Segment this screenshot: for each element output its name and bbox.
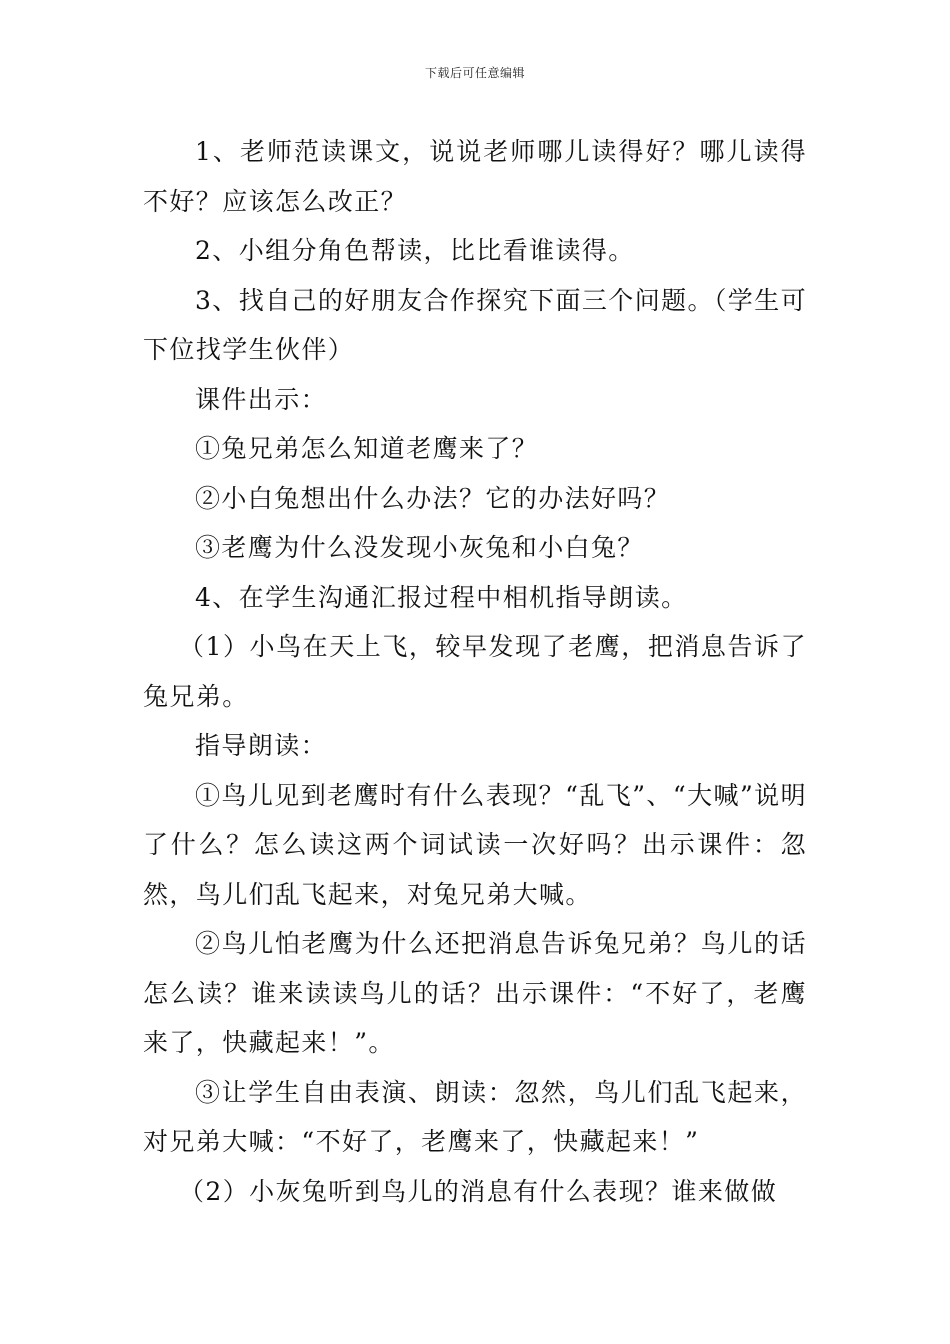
paragraph-sub-1: （1）小鸟在天上飞，较早发现了老鹰，把消息告诉了兔兄弟。 [143, 632, 807, 711]
paragraph-question-2: ②小白兔想出什么办法？它的办法好吗？ [195, 483, 671, 513]
paragraph-sub-2: （2）小灰兔听到鸟儿的消息有什么表现？谁来做做 [179, 1176, 778, 1206]
paragraph-step-1: 1、老师范读课文，说说老师哪儿读得好？哪儿读得不好？应该怎么改正？ [143, 137, 807, 216]
paragraph-step-2: 2、小组分角色帮读，比比看谁读得。 [195, 236, 635, 265]
paragraph-guide-3: ③让学生自由表演、朗读：忽然，鸟儿们乱飞起来，对兄弟大喊：“不好了，老鹰来了，快藏起来！” [143, 1077, 807, 1156]
paragraph-question-1: ①兔兄弟怎么知道老鹰来了？ [195, 434, 539, 463]
paragraph-step-3: 3、找自己的好朋友合作探究下面三个问题。（学生可下位找学生伙伴） [143, 285, 808, 364]
document-body [143, 127, 807, 1216]
paragraph-courseware: 课件出示： [195, 384, 328, 414]
page-header: 下载后可任意编辑 [424, 66, 525, 80]
paragraph-step-4: 4、在学生沟通汇报过程中相机指导朗读。 [195, 582, 688, 612]
paragraph-question-3: ③老鹰为什么没发现小灰兔和小白兔？ [195, 533, 644, 562]
paragraph-guide-reading: 指导朗读： [195, 731, 328, 760]
paragraph-guide-1: ①鸟儿见到老鹰时有什么表现？“乱飞”、“大喊”说明了什么？怎么读这两个词试读一次好吗？出示课件：忽然，鸟儿们乱飞起来，对兔兄弟大喊。 [143, 780, 807, 909]
paragraph-guide-2: ②鸟儿怕老鹰为什么还把消息告诉兔兄弟？鸟儿的话怎么读？谁来读读鸟儿的话？出示课件：“不好了，老鹰来了，快藏起来！”。 [143, 929, 807, 1057]
